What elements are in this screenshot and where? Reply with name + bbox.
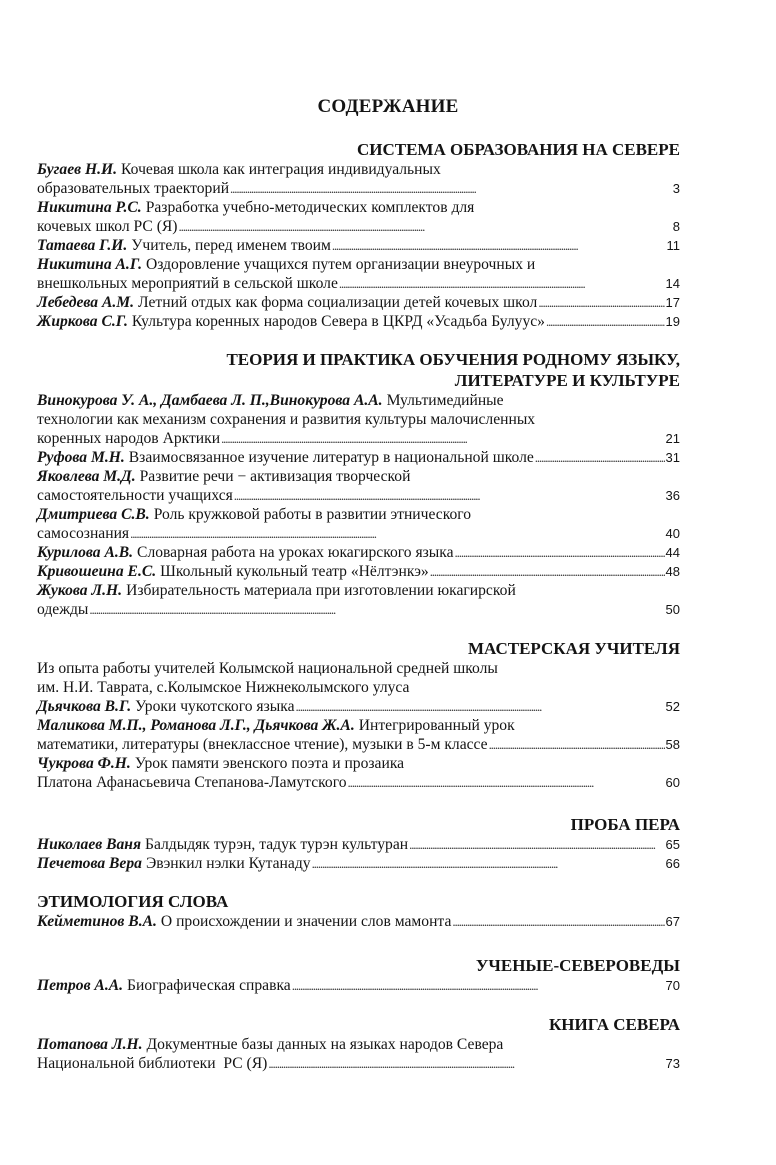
entry-title: математики, литературы (внеклассное чтение), музыки в 5-м классе: [37, 736, 488, 753]
entry-title: Урок памяти эвенского поэта и прозаика: [134, 755, 405, 772]
entry-title: Летний отдых как форма социализации детей кочевых школ: [138, 294, 538, 311]
entry-author: Печетова Вера: [37, 855, 142, 872]
entry-page-number: 58: [665, 737, 680, 752]
toc-entry[interactable]: [37, 467, 680, 505]
entry-page-number: 14: [665, 276, 680, 291]
section-heading: СИСТЕМА ОБРАЗОВАНИЯ НА СЕВЕРЕ: [356, 140, 680, 159]
toc-entry[interactable]: [37, 1035, 680, 1073]
entry-page-number: 73: [665, 1056, 680, 1071]
entry-author: Руфова М.Н.: [37, 449, 125, 466]
entry-page-number: 50: [665, 602, 680, 617]
section-heading: КНИГА СЕВЕРА: [548, 1015, 680, 1034]
toc-entry[interactable]: [37, 854, 680, 873]
section-heading: ТЕОРИЯ И ПРАКТИКА ОБУЧЕНИЯ РОДНОМУ ЯЗЫКУ,: [226, 350, 680, 369]
entry-author: Бугаев Н.И.: [37, 161, 118, 178]
section-intro: Из опыта работы учителей Колымской национальной средней школы: [37, 660, 498, 677]
entry-title: Словарная работа на уроках юкагирского языка: [137, 544, 454, 561]
entry-title: Разработка учебно-методических комплектов для: [145, 199, 475, 216]
dot-leader: [312, 854, 665, 873]
section-north-book: [37, 1014, 680, 1073]
entry-title: Мультимедийные: [386, 392, 504, 409]
toc-entry[interactable]: [37, 912, 680, 931]
entry-title: Развитие речи − активизация творческой: [139, 468, 411, 485]
entry-title: коренных народов Арктики: [37, 430, 221, 447]
entry-title: Балдыдяк турэн, тадук турэн культуран: [145, 836, 409, 853]
entry-page-number: 3: [672, 181, 680, 196]
entry-title: Культура коренных народов Севера в ЦКРД «Усадьба Булуус»: [131, 313, 545, 330]
entry-author: Никитина А.Г.: [37, 256, 142, 273]
entry-page-number: 65: [665, 837, 680, 852]
entry-title: технологии как механизм сохранения и развития культуры малочисленных: [37, 411, 536, 428]
section-heading: УЧЕНЫЕ-СЕВЕРОВЕДЫ: [475, 956, 680, 975]
entry-title: самостоятельности учащихся: [37, 487, 233, 504]
section-intro: им. Н.И. Таврата, с.Колымское Нижнеколымского улуса: [37, 679, 410, 696]
dot-leader: [221, 429, 664, 448]
entry-author: Петров А.А.: [37, 977, 124, 994]
dot-leader: [268, 1054, 664, 1073]
entry-page-number: 8: [672, 219, 680, 234]
dot-leader: [332, 236, 666, 255]
entry-author: Курилова А.В.: [37, 544, 134, 561]
entry-page-number: 11: [666, 238, 680, 253]
entry-title: Биографическая справка: [127, 977, 291, 994]
dot-leader: [234, 486, 665, 505]
entry-title: Национальной библиотеки РС (Я): [37, 1055, 268, 1072]
section-pen-test: [37, 814, 680, 873]
dot-leader: [452, 912, 664, 931]
entry-title: О происхождении и значении слов мамонта: [160, 913, 452, 930]
entry-title: Учитель, перед именем твоим: [131, 237, 331, 254]
dot-leader: [538, 293, 664, 312]
entry-page-number: 67: [665, 914, 680, 929]
entry-page-number: 48: [665, 564, 680, 579]
entry-title: Взаимосвязанное изучение литератур в национальной школе: [128, 449, 534, 466]
section-etymology: [37, 891, 680, 931]
entry-title: Уроки чукотского языка: [135, 698, 295, 715]
entry-author: Яковлева М.Д.: [37, 468, 136, 485]
entry-author: Кейметинов В.А.: [37, 913, 157, 930]
entry-author: Лебедева А.М.: [37, 294, 135, 311]
entry-page-number: 19: [665, 314, 680, 329]
section-heading: ПРОБА ПЕРА: [570, 815, 680, 834]
toc-entry[interactable]: [37, 581, 680, 619]
entry-author: Маликова М.П., Романова Л.Г., Дьячкова Ж.А.: [37, 717, 355, 734]
toc-entry[interactable]: [37, 543, 680, 562]
entry-title: Кочевая школа как интеграция индивидуальных: [121, 161, 441, 178]
toc-entry[interactable]: [37, 835, 680, 854]
dot-leader: [430, 562, 665, 581]
dot-leader: [339, 274, 665, 293]
entry-title: кочевых школ РС (Я): [37, 218, 178, 235]
entry-page-number: 36: [665, 488, 680, 503]
entry-author: Кривошеина Е.С.: [37, 563, 157, 580]
entry-page-number: 66: [665, 856, 680, 871]
section-education-system: [37, 139, 680, 331]
entry-author: Потапова Л.Н.: [37, 1036, 143, 1053]
page-title: СОДЕРЖАНИЕ: [317, 96, 459, 117]
entry-page-number: 31: [665, 450, 680, 465]
entry-title: образовательных траекторий: [37, 180, 230, 197]
entry-title: Школьный кукольный театр «Нёлтэнкэ»: [160, 563, 429, 580]
entry-title: самосознания: [37, 525, 130, 542]
toc-entry[interactable]: [37, 716, 680, 754]
toc-entry[interactable]: [37, 198, 680, 236]
dot-leader: [546, 312, 665, 331]
entry-page-number: 17: [665, 295, 680, 310]
entry-title: Эвэнкил нэлки Кутанаду: [145, 855, 311, 872]
entry-page-number: 44: [665, 545, 680, 560]
entry-title: Интегрированный урок: [358, 717, 515, 734]
toc-entry[interactable]: [37, 448, 680, 467]
entry-page-number: 60: [665, 775, 680, 790]
toc-entry[interactable]: [37, 236, 680, 255]
dot-leader: [489, 735, 665, 754]
toc-entry[interactable]: [37, 976, 680, 995]
toc-entry[interactable]: [37, 255, 680, 293]
dot-leader: [130, 524, 664, 543]
entry-author: Чукрова Ф.Н.: [37, 755, 131, 772]
entry-title: внешкольных мероприятий в сельской школе: [37, 275, 338, 292]
entry-page-number: 21: [665, 431, 680, 446]
dot-leader: [409, 835, 664, 854]
section-native-language-teaching: [37, 349, 680, 619]
entry-title: Избирательность материала при изготовлении юкагирской: [126, 582, 516, 599]
section-teacher-workshop: [37, 638, 680, 792]
toc-entry[interactable]: [37, 293, 680, 312]
section-north-scholars: [37, 955, 680, 995]
entry-page-number: 40: [665, 526, 680, 541]
toc-entry[interactable]: [37, 391, 680, 448]
toc-entry[interactable]: [37, 697, 680, 716]
entry-title: Платона Афанасьевича Степанова-Ламутского: [37, 774, 347, 791]
toc-entry[interactable]: [37, 562, 680, 581]
entry-author: Татаева Г.И.: [37, 237, 128, 254]
dot-leader: [296, 697, 665, 716]
entry-author: Жиркова С.Г.: [37, 313, 128, 330]
section-heading: ЛИТЕРАТУРЕ И КУЛЬТУРЕ: [454, 371, 680, 390]
entry-page-number: 70: [665, 978, 680, 993]
section-heading: ЭТИМОЛОГИЯ СЛОВА: [37, 892, 229, 911]
dot-leader: [89, 600, 664, 619]
section-heading: МАСТЕРСКАЯ УЧИТЕЛЯ: [467, 639, 680, 658]
entry-author: Жукова Л.Н.: [37, 582, 123, 599]
dot-leader: [535, 448, 665, 467]
entry-title: одежды: [37, 601, 89, 618]
entry-page-number: 52: [665, 699, 680, 714]
dot-leader: [179, 217, 672, 236]
dot-leader: [230, 179, 672, 198]
entry-author: Дьячкова В.Г.: [37, 698, 132, 715]
toc-entry[interactable]: [37, 754, 680, 792]
toc-entry[interactable]: [37, 505, 680, 543]
toc-entry[interactable]: [37, 160, 680, 198]
entry-author: Никитина Р.С.: [37, 199, 142, 216]
dot-leader: [292, 976, 665, 995]
entry-author: Дмитриева С.В.: [37, 506, 150, 523]
entry-title: Роль кружковой работы в развитии этнического: [153, 506, 472, 523]
entry-author: Николаев Ваня: [37, 836, 141, 853]
dot-leader: [348, 773, 665, 792]
entry-author: Винокурова У. А., Дамбаева Л. П.,Винокурова А.А.: [37, 392, 383, 409]
toc-entry[interactable]: [37, 312, 680, 331]
entry-title: Оздоровление учащихся путем организации внеурочных и: [145, 256, 536, 273]
dot-leader: [455, 543, 665, 562]
entry-title: Документные базы данных на языках народов Севера: [146, 1036, 504, 1053]
